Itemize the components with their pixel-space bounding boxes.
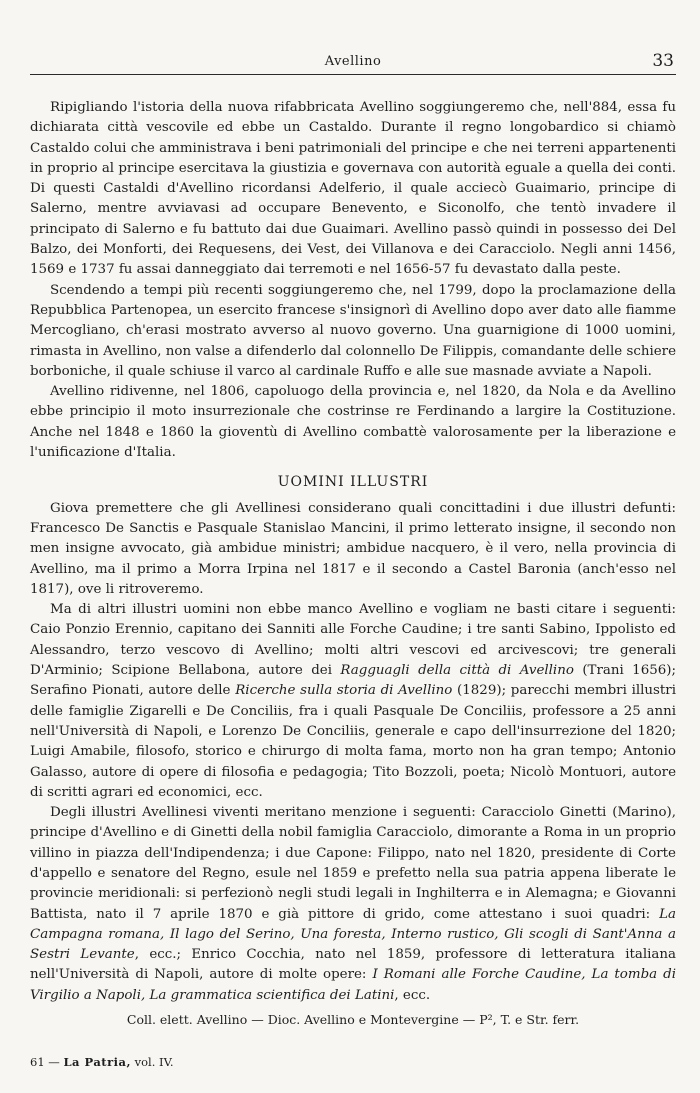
volume-label: vol. IV. (134, 1055, 174, 1069)
page (30, 0, 676, 1093)
book-titles: I Romani alle Forche Caudine, La tomba di Virgilio a Napoli, La grammatica scientifica dei Latini (30, 967, 676, 1003)
paragraph-history: Ripigliando l'istoria della nuova rifabbricata Avellino soggiungeremo che, nell'884, essa fu dichiarata città vescovile ed ebbe un Castaldo. Durante il regno longobardico si chiamò Castaldo colui che amministrava i beni patrimoniali del principe e che nei terreni appartenenti in proprio al principe esercitava la giustizia e governava con autorità eguale a quella dei conti. Di questi Castaldi d'Avellino ricordansi Adelferio, il quale acciecò Guaimario, principe di Salerno, mentre avviavasi ad occupare Benevento, e Siconolfo, che tentò invadere il principato di Salerno e fu battuto dai due Guaimari. Avellino passò quindi in possesso dei Del Balzo, dei Monforti, dei Requesens, dei Vest, dei Villanova e dei Caracciolo. Negli anni 1456, 1569 e 1737 fu assai danneggiato dai terremoti e nel 1656-57 fu devastato dalla peste. (30, 100, 676, 278)
paragraph-other-notables (30, 600, 676, 803)
running-header (30, 50, 676, 75)
signature-footer (30, 1055, 174, 1069)
paragraph-deceased-notables: Giova premettere che gli Avellinesi considerano quali concittadini i due illustri defunti: Francesco De Sanctis e Pasquale Stanislao Mancini, il primo letterato insigne, il secondo non men insigne avvocato, già ambidue ministri; ambidue nacquero, è il vero, nella provincia di Avellino, ma il primo a Morra Irpina nel 1817 e il secondo a Castel Baronia (anch'esso nel 1817), ove li ritroveremo. (30, 500, 676, 597)
text-run: , ecc. (394, 987, 431, 1003)
page-number: 33 (652, 51, 674, 71)
paragraph-recent-times: Scendendo a tempi più recenti soggiungeremo che, nel 1799, dopo la proclamazione della Repubblica Partenopea, un esercito francese s'insignorì di Avellino dopo aver dato alle fiamme Mercogliano, ch'erasi mostrato avverso al nuovo governo. Una guarnigione di 1000 uomini, rimasta in Avellino, non valse a difenderlo dal colonnello De Filippis, comandante delle schiere borboniche, il quale schiuse il varco al cardinale Ruffo e alle sue masnade avviate a Napoli. (30, 282, 676, 379)
text-run: (1829); parecchi membri illustri delle famiglie Zigarelli e De Conciliis, fra i quali Pasquale De Conciliis, professore a 25 anni nell'Università di Napoli, e Lorenzo De Conciliis, generale e capo dell'insurrezione del 1820; Luigi Amabile, filosofo, storico e chirurgo di molta fama, morto non ha gran tempo; Antonio Galasso, autore di opere di filosofia e pedagogia; Tito Bozzoli, poeta; Nicolò Montuori, autore di scritti agrari ed economici, ecc. (30, 683, 676, 800)
series-title: La Patria, (63, 1055, 131, 1069)
text-run: Ma di altri illustri uomini non ebbe manco Avellino e vogliam ne basti citare i seguenti: Caio Ponzio Erennio, capitano dei Sanniti alle Forche Caudine; i tre santi Sabino, Ippolisto ed Alessandro, terzo vescovo di Avellino; molti altri vescovi ed arcivescovi; tre generali D'Arminio; Scipione Bellabona, autore dei (30, 602, 676, 679)
paragraph-living-notables (30, 803, 676, 1006)
electoral-college-line: Coll. elett. Avellino — Dioc. Avellino e Montevergine — P², T. e Str. ferr. (126, 1012, 580, 1028)
section-title: UOMINI ILLUSTRI (277, 474, 429, 491)
text-run: , ecc.; Enrico Cocchia, nato nel 1859, professore di letteratura italiana nell'Università di Napoli, autore di molte opere: (30, 947, 676, 983)
paragraph-risorgimento: Avellino ridivenne, nel 1806, capoluogo della provincia e, nel 1820, da Nola e da Avellino ebbe principio il moto insurrezionale che costrinse re Ferdinando a largire la Costituzione. Anche nel 1848 e 1860 la gioventù di Avellino combattè valorosamente per la liberazione e l'unificazione d'Italia. (30, 384, 676, 461)
signature-number: 61 — (30, 1055, 60, 1069)
body-text (30, 98, 676, 1030)
text-run: (Trani 1656); Serafino Pionati, autore delle (30, 663, 676, 699)
running-title: Avellino (324, 54, 382, 69)
text-run: Degli illustri Avellinesi viventi meritano menzione i seguenti: Caracciolo Ginetti (Marino), principe d'Avellino e di Ginetti della nobil famiglia Caracciolo, dimorante a Roma in un proprio villino in piazza dell'Indipendenza; i due Capone: Filippo, nato nel 1820, presidente di Corte d'appello e senatore del Regno, esule nel 1859 e prefetto nella sua patria appena liberate le provincie meridionali: si perfezionò negli studi legali in Inghilterra e in Alemagna; e Giovanni Battista, nato il 7 aprile 1870 e già pittore di grido, come attestano i suoi quadri: (30, 805, 676, 922)
painting-titles: La Campagna romana, Il lago del Serino, Una foresta, Interno rustico, Gli scogli di Sant'Anna a Sestri Levante (30, 906, 676, 963)
book-title: Ragguagli della città di Avellino (340, 663, 574, 679)
book-title: Ricerche sulla storia di Avellino (235, 683, 453, 699)
